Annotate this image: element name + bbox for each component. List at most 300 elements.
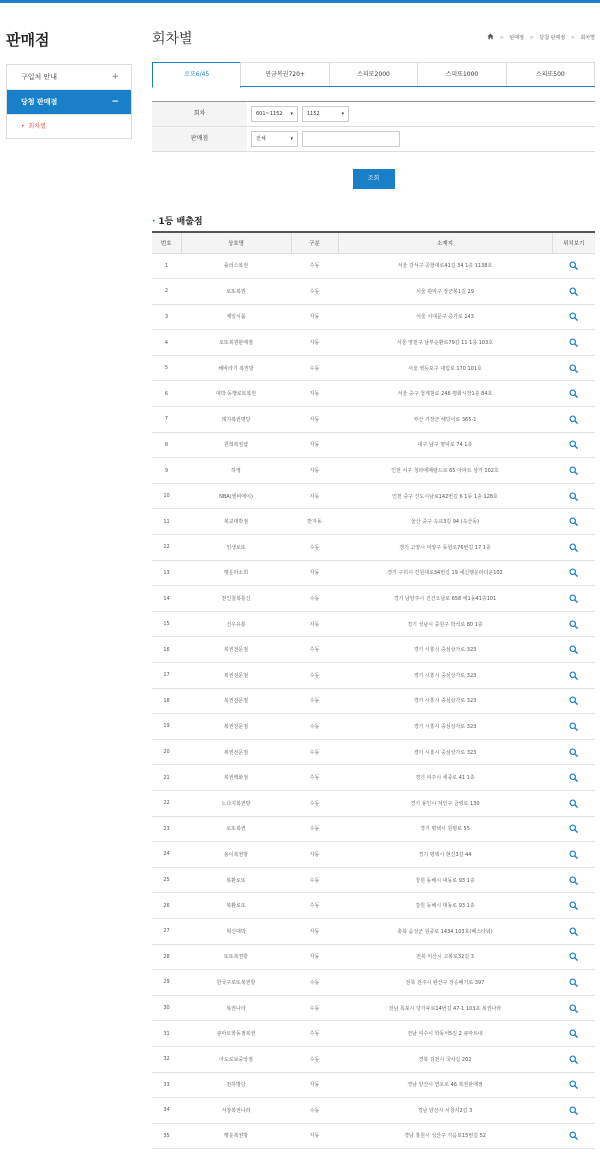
- cell-no: 12: [152, 535, 181, 561]
- header-type: 구분: [291, 232, 338, 253]
- cell-store-name: 복권전문점: [181, 637, 291, 663]
- search-icon[interactable]: [569, 594, 578, 603]
- cell-store-name: 로또복권: [181, 816, 291, 842]
- table-row: [152, 663, 595, 689]
- cell-type: 자동: [291, 842, 338, 868]
- search-icon[interactable]: [569, 287, 578, 296]
- location-view-cell: [552, 739, 595, 765]
- table-row: [152, 765, 595, 791]
- search-icon[interactable]: [569, 389, 578, 398]
- cell-store-name: 또또복권방: [181, 944, 291, 970]
- table-row: [152, 279, 595, 305]
- search-icon[interactable]: [569, 773, 578, 782]
- cell-no: 13: [152, 560, 181, 586]
- search-icon[interactable]: [569, 978, 578, 987]
- cell-address: 경기 구리시 건원대로34번길 19 세신행운라더운102: [338, 560, 552, 586]
- tab-lotto645[interactable]: 로또6/45: [152, 62, 241, 88]
- cell-address: 전북 익산시 고봉로32길 3: [338, 944, 552, 970]
- cell-no: 20: [152, 739, 181, 765]
- location-view-cell: [552, 509, 595, 535]
- search-icon[interactable]: [569, 1055, 578, 1064]
- search-icon[interactable]: [569, 364, 578, 373]
- cell-store-name: 행운복권방: [181, 1123, 291, 1149]
- cell-type: 수동: [291, 765, 338, 791]
- cell-no: 8: [152, 432, 181, 458]
- search-icon[interactable]: [569, 568, 578, 577]
- cell-address: 경남 양산시 연호로 46 복권판매점: [338, 1072, 552, 1098]
- tab-speetto2000[interactable]: 스피또2000: [329, 62, 418, 86]
- cell-address: 충북 음성군 원중로 1434 103호(베스타워): [338, 918, 552, 944]
- table-row: [152, 1046, 595, 1072]
- cell-store-name: 혁신대박: [181, 918, 291, 944]
- table-row: [152, 688, 595, 714]
- location-view-cell: [552, 432, 595, 458]
- cell-no: 22: [152, 790, 181, 816]
- cell-address: 경기 남양주시 진건오남로 658 에1동41층101: [338, 586, 552, 612]
- cell-address: 부산 기장군 해당이로 365-1: [338, 407, 552, 433]
- page-title-row: [152, 26, 595, 62]
- section-title: [152, 215, 595, 231]
- header-no: 번호: [152, 232, 181, 253]
- cell-type: 자동: [291, 1123, 338, 1149]
- cell-address: 경기 시흥시 중심상가로 323: [338, 663, 552, 689]
- location-view-cell: [552, 483, 595, 509]
- cell-address: 울산 중구 옥교3길 94 (옥산동): [338, 509, 552, 535]
- cell-address: 대구 남구 명덕로 74 1층: [338, 432, 552, 458]
- table-row: [152, 407, 595, 433]
- cell-store-name: 복권나라: [181, 995, 291, 1021]
- lottery-tabs: [152, 62, 595, 87]
- sidebar-title: 판매점: [6, 31, 50, 49]
- cell-no: 29: [152, 970, 181, 996]
- location-view-cell: [552, 611, 595, 637]
- header-location: 위치보기: [552, 232, 595, 253]
- location-view-cell: [552, 663, 595, 689]
- cell-store-name: 천인철복통신: [181, 586, 291, 612]
- cell-no: 4: [152, 330, 181, 356]
- cell-type: 자동: [291, 944, 338, 970]
- location-view-cell: [552, 867, 595, 893]
- cell-address: 경기 시흥시 중심상가로 323: [338, 739, 552, 765]
- cell-type: 수동: [291, 714, 338, 740]
- cell-type: 수동: [291, 663, 338, 689]
- cell-no: 15: [152, 611, 181, 637]
- cell-store-name: 해바라기 복권방: [181, 355, 291, 381]
- cell-store-name: 노다지복권방: [181, 790, 291, 816]
- cell-type: 자동: [291, 432, 338, 458]
- cell-store-name: 복환로또: [181, 867, 291, 893]
- cell-store-name: 행운라소희: [181, 560, 291, 586]
- section-title-text: 1등 배출점: [158, 217, 203, 227]
- search-icon[interactable]: [569, 696, 578, 705]
- header-store-name: 상호명: [181, 232, 291, 253]
- table-row: [152, 970, 595, 996]
- table-row: [152, 1098, 595, 1124]
- cell-no: 33: [152, 1072, 181, 1098]
- cell-address: 서울 영등포구 대림로 170 101호: [338, 355, 552, 381]
- cell-type: 수동: [291, 1046, 338, 1072]
- section-bullet: ·: [152, 217, 156, 227]
- store-name-input[interactable]: [302, 131, 400, 147]
- sidebar-item-label: 구입처 안내: [21, 73, 58, 81]
- cell-store-name: 돼지복권명당: [181, 407, 291, 433]
- search-icon[interactable]: [569, 543, 578, 552]
- cell-no: 7: [152, 407, 181, 433]
- location-view-cell: [552, 330, 595, 356]
- cell-no: 32: [152, 1046, 181, 1072]
- main-content: [152, 26, 595, 1149]
- cell-store-name: 용이복권방: [181, 842, 291, 868]
- search-button[interactable]: 조회: [353, 169, 395, 189]
- search-icon[interactable]: [569, 952, 578, 961]
- location-view-cell: [552, 304, 595, 330]
- sidebar: [6, 30, 132, 139]
- bullet-icon: •: [21, 123, 25, 130]
- table-row: [152, 842, 595, 868]
- location-view-cell: [552, 381, 595, 407]
- cell-no: 26: [152, 893, 181, 919]
- cell-no: 3: [152, 304, 181, 330]
- cell-type: 수동: [291, 355, 338, 381]
- breadcrumb-separator: >: [499, 35, 504, 41]
- table-row: [152, 739, 595, 765]
- tab-speetto1000[interactable]: 스피또1000: [417, 62, 506, 86]
- cell-address: 인천 중구 신도시남로142번길 6 1동 1층 128호: [338, 483, 552, 509]
- filter-row-store: [152, 127, 595, 152]
- table-row: [152, 790, 595, 816]
- cell-type: 자동: [291, 458, 338, 484]
- table-row: [152, 253, 595, 279]
- cell-no: 21: [152, 765, 181, 791]
- round-range-select[interactable]: [251, 106, 298, 122]
- sidebar-subitem-label: 회차별: [28, 123, 46, 130]
- location-view-cell: [552, 253, 595, 279]
- table-row: [152, 535, 595, 561]
- table-row: [152, 1123, 595, 1149]
- search-icon[interactable]: [569, 876, 578, 885]
- cell-no: 30: [152, 995, 181, 1021]
- cell-address: 전남 목포시 당가두로14번길 47-1 103호 복권나라: [338, 995, 552, 1021]
- search-icon[interactable]: [569, 1131, 578, 1140]
- cell-address: 경기 용인시 처인구 금령로 130: [338, 790, 552, 816]
- cell-type: 수동: [291, 995, 338, 1021]
- location-view-cell: [552, 790, 595, 816]
- location-view-cell: [552, 714, 595, 740]
- cell-no: 17: [152, 663, 181, 689]
- cell-no: 34: [152, 1098, 181, 1124]
- tab-speetto500[interactable]: 스피또500: [506, 62, 595, 86]
- location-view-cell: [552, 458, 595, 484]
- table-row: [152, 893, 595, 919]
- cell-no: 6: [152, 381, 181, 407]
- home-icon[interactable]: [487, 33, 494, 40]
- search-icon[interactable]: [569, 645, 578, 654]
- search-icon[interactable]: [569, 671, 578, 680]
- table-row: [152, 458, 595, 484]
- cell-type: 자동: [291, 330, 338, 356]
- cell-type: 수동: [291, 1098, 338, 1124]
- cell-no: 9: [152, 458, 181, 484]
- cell-address: 경기 성남시 중원구 박석로 80 1층: [338, 611, 552, 637]
- cell-type: 수동: [291, 253, 338, 279]
- cell-no: 24: [152, 842, 181, 868]
- round-select[interactable]: [302, 106, 349, 122]
- cell-no: 10: [152, 483, 181, 509]
- location-view-cell: [552, 1072, 595, 1098]
- location-view-cell: [552, 944, 595, 970]
- chevron-down-icon: ▾: [290, 136, 293, 142]
- search-icon[interactable]: [569, 492, 578, 501]
- table-body: [152, 253, 595, 1149]
- search-icon[interactable]: [569, 1004, 578, 1013]
- store-region-select[interactable]: [251, 131, 298, 147]
- location-view-cell: [552, 995, 595, 1021]
- location-view-cell: [552, 1098, 595, 1124]
- cell-type: 수동: [291, 790, 338, 816]
- table-row: [152, 995, 595, 1021]
- cell-no: 19: [152, 714, 181, 740]
- cell-store-name: 건우유통: [181, 611, 291, 637]
- table-row: [152, 304, 595, 330]
- round-range-value: 601~1152: [256, 111, 283, 117]
- cell-type: 수동: [291, 637, 338, 663]
- sidebar-subitem-by-round[interactable]: [7, 115, 131, 138]
- location-view-cell: [552, 1046, 595, 1072]
- table-row: [152, 637, 595, 663]
- cell-no: 28: [152, 944, 181, 970]
- cell-address: 인천 서구 청라에메랄드로 65 아파트 상가 102호: [338, 458, 552, 484]
- cell-type: 수동: [291, 816, 338, 842]
- cell-no: 31: [152, 1021, 181, 1047]
- cell-store-name: 아도로보중앙점: [181, 1046, 291, 1072]
- tab-pension720[interactable]: 연금복권720+: [240, 62, 329, 86]
- cell-store-name: 복권전문점: [181, 714, 291, 740]
- cell-store-name: 로또복권: [181, 279, 291, 305]
- location-view-cell: [552, 893, 595, 919]
- cell-address: 서울 중구 청계천로 246 평화시장1층 84호: [338, 381, 552, 407]
- cell-address: 서울 관악구 장군봉1길 29: [338, 279, 552, 305]
- cell-type: 수동: [291, 893, 338, 919]
- location-view-cell: [552, 1123, 595, 1149]
- cell-store-name: 서창복권나라: [181, 1098, 291, 1124]
- header-address: 소재지: [338, 232, 552, 253]
- breadcrumb-item[interactable]: 회차별: [580, 35, 595, 41]
- location-view-cell: [552, 918, 595, 944]
- cell-type: 수동: [291, 586, 338, 612]
- sidebar-item-winning-stores[interactable]: [7, 90, 131, 115]
- search-icon[interactable]: [569, 261, 578, 270]
- location-view-cell: [552, 637, 595, 663]
- table-row: [152, 381, 595, 407]
- search-icon[interactable]: [569, 1029, 578, 1038]
- cell-address: 서울 영천구 남부순환로79길 11 1층 103호: [338, 330, 552, 356]
- sidebar-menu: [6, 64, 132, 139]
- cell-store-name: 로또복권판매점: [181, 330, 291, 356]
- breadcrumb: [487, 33, 595, 43]
- cell-no: 25: [152, 867, 181, 893]
- cell-type: 자동: [291, 1072, 338, 1098]
- search-icon[interactable]: [569, 466, 578, 475]
- table-row: [152, 1021, 595, 1047]
- cell-address: 강원 동해시 대동로 93 1층: [338, 867, 552, 893]
- cell-address: 경기 고양시 덕양구 동헌로76번길 17 1층: [338, 535, 552, 561]
- cell-store-name: 원희복권샵: [181, 432, 291, 458]
- table-row: [152, 714, 595, 740]
- cell-type: 수동: [291, 739, 338, 765]
- cell-type: 수동: [291, 279, 338, 305]
- cell-type: 자동: [291, 407, 338, 433]
- round-value: 1152: [307, 111, 320, 117]
- cell-type: 자동: [291, 483, 338, 509]
- table-row: [152, 611, 595, 637]
- cell-no: 16: [152, 637, 181, 663]
- location-view-cell: [552, 816, 595, 842]
- cell-address: 경기 시흥시 중심상가로 323: [338, 688, 552, 714]
- cell-address: 서울 서대문구 증가로 143: [338, 304, 552, 330]
- cell-type: 자동: [291, 304, 338, 330]
- search-icon[interactable]: [569, 415, 578, 424]
- location-view-cell: [552, 1021, 595, 1047]
- search-icon[interactable]: [569, 748, 578, 757]
- search-icon[interactable]: [569, 312, 578, 321]
- search-icon[interactable]: [569, 1106, 578, 1115]
- table-row: [152, 355, 595, 381]
- winning-stores-table: [152, 231, 595, 1149]
- breadcrumb-separator: >: [529, 35, 534, 41]
- cell-no: 18: [152, 688, 181, 714]
- table-row: [152, 1072, 595, 1098]
- chevron-down-icon: ▾: [341, 111, 344, 117]
- table-row: [152, 509, 595, 535]
- search-icon[interactable]: [569, 722, 578, 731]
- cell-no: 2: [152, 279, 181, 305]
- location-view-cell: [552, 560, 595, 586]
- cell-store-name: 복권전문점: [181, 688, 291, 714]
- table-row: [152, 816, 595, 842]
- search-icon[interactable]: [569, 1080, 578, 1089]
- store-region-value: 전체: [256, 136, 266, 142]
- cell-type: 자동: [291, 381, 338, 407]
- page-title: 회차별: [152, 31, 193, 47]
- cell-type: 자동: [291, 918, 338, 944]
- location-view-cell: [552, 688, 595, 714]
- breadcrumb-separator: >: [570, 35, 575, 41]
- search-icon[interactable]: [569, 517, 578, 526]
- location-view-cell: [552, 279, 595, 305]
- cell-no: 1: [152, 253, 181, 279]
- cell-store-name: 제일식품: [181, 304, 291, 330]
- cell-store-name: NBA(엔비에이): [181, 483, 291, 509]
- cell-store-name: 복권백화점: [181, 765, 291, 791]
- cell-type: 반자동: [291, 509, 338, 535]
- cell-store-name: 복권전문점: [181, 739, 291, 765]
- location-view-cell: [552, 842, 595, 868]
- table-header-row: [152, 232, 595, 253]
- location-view-cell: [552, 586, 595, 612]
- table-row: [152, 586, 595, 612]
- search-icon[interactable]: [569, 338, 578, 347]
- cell-store-name: 큐마트학동점복권: [181, 1021, 291, 1047]
- search-icon[interactable]: [569, 620, 578, 629]
- cell-type: 수동: [291, 688, 338, 714]
- location-view-cell: [552, 355, 595, 381]
- search-icon[interactable]: [569, 850, 578, 859]
- cell-type: 자동: [291, 560, 338, 586]
- store-label: 판매점: [152, 127, 247, 151]
- cell-no: 35: [152, 1123, 181, 1149]
- cell-address: 경북 김천시 국사길 202: [338, 1046, 552, 1072]
- search-icon[interactable]: [569, 440, 578, 449]
- cell-type: 수동: [291, 970, 338, 996]
- cell-store-name: 천하명당: [181, 1072, 291, 1098]
- location-view-cell: [552, 407, 595, 433]
- chevron-down-icon: ▾: [290, 111, 293, 117]
- breadcrumb-item[interactable]: 당첨 판매점: [539, 35, 566, 41]
- cell-address: 경남 창원시 성산구 가음로15번길 52: [338, 1123, 552, 1149]
- location-view-cell: [552, 970, 595, 996]
- filter-row-round: [152, 102, 595, 127]
- cell-store-name: 복환로또: [181, 893, 291, 919]
- cell-type: 수동: [291, 1021, 338, 1047]
- cell-no: 14: [152, 586, 181, 612]
- search-icon[interactable]: [569, 927, 578, 936]
- cell-address: 서울 강서구 공항대로41길 34 1층 1138호: [338, 253, 552, 279]
- cell-type: 수동: [291, 867, 338, 893]
- cell-address: 강원 동해시 대동로 93 1층: [338, 893, 552, 919]
- cell-address: 경기 평택시 현신3길 44: [338, 842, 552, 868]
- table-row: [152, 560, 595, 586]
- cell-store-name: 한국구로또복권방: [181, 970, 291, 996]
- plus-icon: +: [111, 72, 119, 82]
- table-row: [152, 944, 595, 970]
- search-icon[interactable]: [569, 799, 578, 808]
- breadcrumb-item[interactable]: 판매점: [509, 35, 524, 41]
- cell-address: 전북 전주시 완산구 장승배기로 397: [338, 970, 552, 996]
- cell-store-name: 복권전문점: [181, 663, 291, 689]
- cell-address: 경기 평택시 원평로 55: [338, 816, 552, 842]
- table-row: [152, 867, 595, 893]
- sidebar-item-label: 당첨 판매점: [21, 98, 58, 106]
- location-view-cell: [552, 535, 595, 561]
- round-label: 회차: [152, 102, 247, 126]
- location-view-cell: [552, 765, 595, 791]
- sidebar-item-store-guide[interactable]: [7, 65, 131, 90]
- cell-store-name: 복교대박점: [181, 509, 291, 535]
- cell-no: 23: [152, 816, 181, 842]
- cell-type: 자동: [291, 611, 338, 637]
- search-icon[interactable]: [569, 901, 578, 910]
- cell-store-name: 플러스복권: [181, 253, 291, 279]
- cell-address: 경기 시흥시 중심상가로 323: [338, 714, 552, 740]
- cell-no: 11: [152, 509, 181, 535]
- cell-no: 27: [152, 918, 181, 944]
- cell-no: 5: [152, 355, 181, 381]
- top-accent-line: [0, 0, 600, 3]
- table-row: [152, 918, 595, 944]
- table-row: [152, 483, 595, 509]
- minus-icon: −: [111, 97, 119, 107]
- table-row: [152, 330, 595, 356]
- cell-address: 경기 시흥시 중심상가로 323: [338, 637, 552, 663]
- cell-type: 수동: [291, 535, 338, 561]
- cell-address: 전남 여수시 학동서5길 2 큐마트내: [338, 1021, 552, 1047]
- cell-store-name: 대박 동행로또복권: [181, 381, 291, 407]
- search-filter: [152, 101, 595, 152]
- table-row: [152, 432, 595, 458]
- cell-address: 경남 양산시 서창서2길 3: [338, 1098, 552, 1124]
- cell-store-name: 인생로또: [181, 535, 291, 561]
- search-icon[interactable]: [569, 824, 578, 833]
